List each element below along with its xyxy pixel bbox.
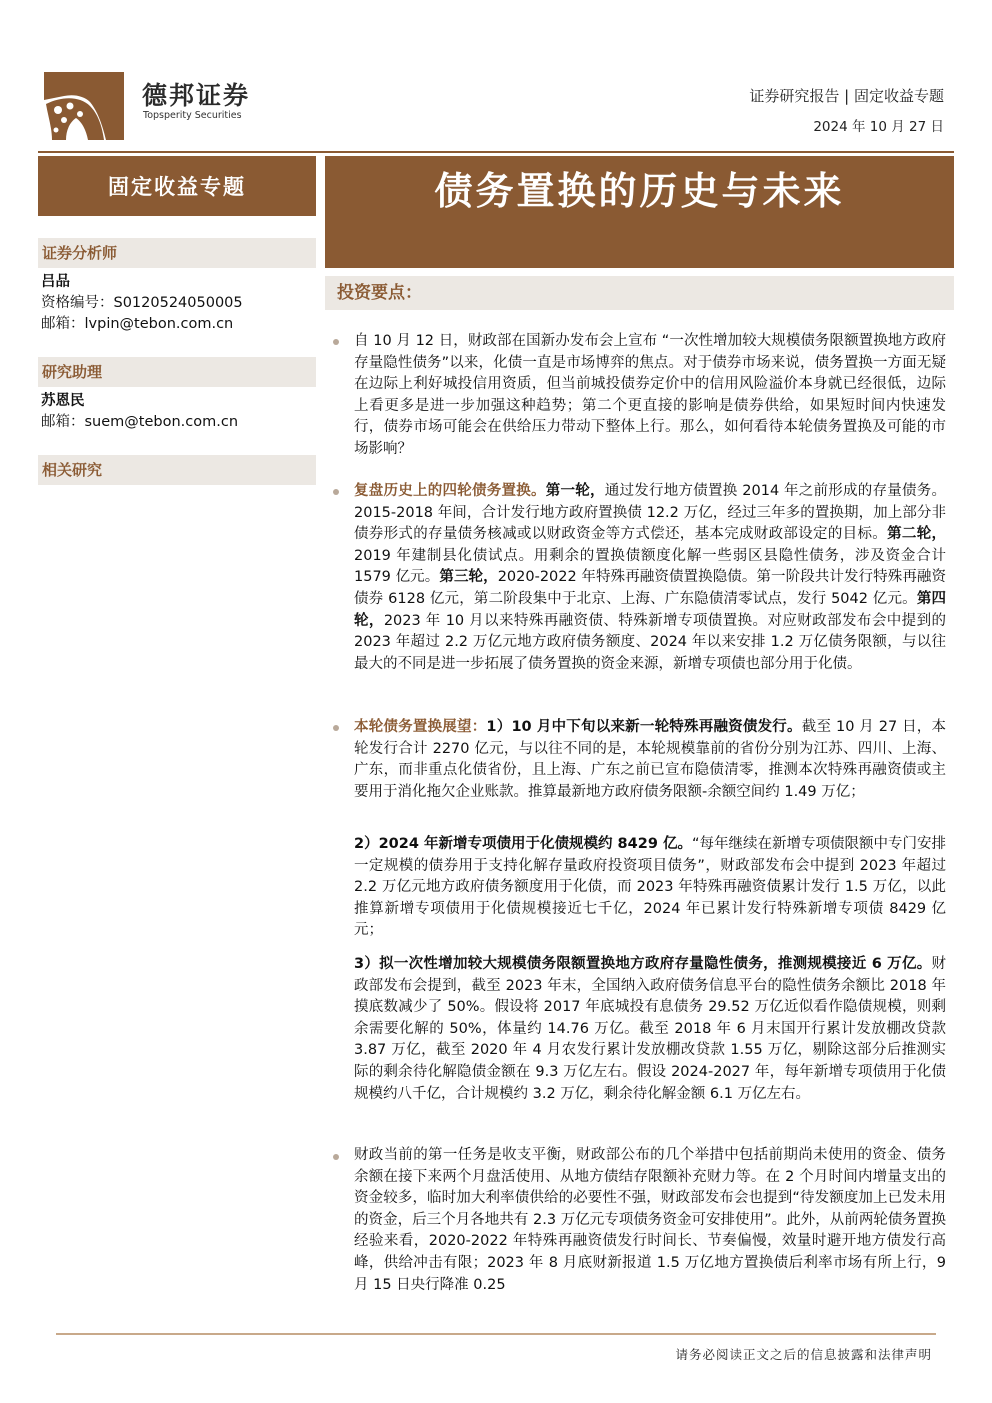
title-banner: [325, 156, 954, 268]
paragraph-outlook-3: [354, 954, 946, 1105]
bullet-icon: [333, 1154, 339, 1160]
analyst-email[interactable]: 邮箱：lvpin@tebon.com.cn: [41, 316, 234, 332]
analyst-cert: 资格编号：S0120524050005: [41, 295, 243, 311]
outlook-item1-label: 1）10 月中下旬以来新一轮特殊再融资债发行。: [486, 719, 802, 735]
paragraph-fiscal: 财政当前的第一任务是收支平衡，财政部公布的几个举措中包括前期尚未使用的资金、债务余额在接下来两个月盘活使用、从地方债结存限额补充财力等。在 2 个月时间内增量支出的资金较多，临时加大利率债供给的必要性不强，财政部发布会也提到“待发额度加上已发未用的资金，后三个月各地共有 2.3 万亿元专项债务资金可安排使用”。此外，从前两轮债务置换经验来看，2020-2022 年特殊再融资债发行时间长、节奏偏慢，效量时避开地方债发行高峰，供给冲击有限；2023 年 8 月底财新报道 1.5 万亿地方置换债后利率市场有所上行，9 月 15 日央行降准 0.25: [354, 1147, 946, 1293]
investment-points-heading: 投资要点：: [337, 283, 422, 303]
round2-label: 第二轮，: [887, 526, 947, 543]
report-type: 证券研究报告 | 固定收益专题: [749, 87, 944, 105]
history-lead: 复盘历史上的四轮债务置换。: [354, 483, 546, 499]
round3-label: 第三轮，: [439, 569, 498, 586]
brand-name-en: Topsperity Securities: [143, 110, 242, 121]
category-banner: 固定收益专题: [38, 156, 316, 216]
outlook-item2-text: “每年继续在新增专项债限额中专门安排一定规模的债券用于支持化解存量政府投资项目债务”，财政部发布会中提到 2023 年超过 2.2 万亿元地方政府债务额度用于化债，而 2023 年特殊再融资债累计发行 1.5 万亿，以此推算新增专项债用于化债规模接近七千亿，2024 年已累计发行特殊新增专项债 8429 亿元；: [354, 836, 946, 939]
outlook-item3-text: 财政部发布会提到，截至 2023 年末，全国纳入政府债务信息平台的隐性债务余额比 2018 年摸底数减少了 50%。假设将 2017 年底城投有息债务 29.52 万亿近似看作隐债规模，则剩余需要化解的 50%，体量约 14.76 万亿。截至 2018 年 6 月末国开行累计发放棚改贷款 3.87 万亿，截至 2020 年 4 月农发行累计发放棚改贷款 1.55 万亿，剔除这部分后推测实际的剩余待化解隐债金额在 9.3 万亿左右。假设 2024-2027 年，每年新增专项债用于化债规模约八千亿，合计规模约 3.2 万亿，剩余待化解金额 6.1 万亿左右。: [354, 956, 946, 1102]
outlook-item1-text: 截至 10 月 27 日，本轮发行合计 2270 亿元，与以往不同的是，本轮规模靠前的省份分别为江苏、四川、上海、广东，而非重点化债省份，且上海、广东之前已宣布隐债清零，推测本次特殊再融资债或主要用于消化拖欠企业账款。推算最新地方政府债务限额-余额空间约 1.49 万亿；: [354, 719, 946, 800]
paragraph-intro: 自 10 月 12 日，财政部在国新办发布会上宣布 “一次性增加较大规模债务限额置换地方政府存量隐性债务”以来，化债一直是市场博弈的焦点。对于债券市场来说，债务置换一方面无疑在边际上利好城投信用资质，但当前城投债券定价中的信用风险溢价本身就已经很低，边际上看更多是进一步加强这种趋势；第二个更直接的影响是债券供给，如果短时间内快速发行，债券市场可能会在供给压力带动下整体上行。那么，如何看待本轮债务置换及可能的市场影响？: [354, 333, 946, 457]
round1-text: 通过发行地方债置换 2014 年之前形成的存量债务。2015-2018 年间，合计发行地方政府置换债 12.2 万亿，经过三年多的置换期，加上部分非债券形式的存量债务核减或以财政资金等方式偿还，基本完成财政部设定的目标。: [354, 483, 947, 543]
related-research-heading: 相关研究: [38, 455, 316, 485]
bullet-icon: [333, 489, 339, 495]
outlook-item2-label: 2）2024 年新增专项债用于化债规模约 8429 亿。: [354, 836, 692, 852]
bullet-icon: [333, 725, 339, 731]
round2-text: 2019 年建制县化债试点。用剩余的置换债额度化解一些弱区县隐性债务，涉及资金合计 1579 亿元。: [354, 547, 946, 586]
assistant-heading: 研究助理: [38, 357, 316, 387]
round3-text: 2020-2022 年特殊再融资债置换隐债。第一阶段共计发行特殊再融资债券 6128 亿元，第二阶段集中于北京、上海、广东隐债清零试点，发行 5042 亿元。: [354, 569, 946, 607]
outlook-lead: 本轮债务置换展望：: [354, 719, 487, 735]
paragraph-outlook-2: [354, 834, 946, 942]
company-logo: [44, 72, 124, 140]
header-divider: [38, 151, 954, 153]
report-title: 债务置换的历史与未来: [434, 168, 845, 213]
assistant-name: 苏恩民: [41, 393, 85, 409]
investment-points-bar: [325, 276, 954, 310]
paragraph-outlook-1: [354, 717, 946, 803]
assistant-email[interactable]: 邮箱：suem@tebon.com.cn: [41, 414, 239, 430]
analyst-heading: 证券分析师: [38, 238, 316, 268]
bullet-icon: [333, 339, 339, 345]
outlook-item3-label: 3）拟一次性增加较大规模债务限额置换地方政府存量隐性债务，推测规模接近 6 万亿。: [354, 956, 932, 972]
paragraph-history: [354, 481, 946, 675]
analyst-name: 吕品: [41, 274, 70, 290]
report-date: 2024 年 10 月 27 日: [813, 119, 944, 135]
round4-text: 2023 年 10 月以来特殊再融资债、特殊新增专项债置换。对应财政部发布会中提到的 2023 年超过 2.2 万亿元地方政府债务额度、2024 年以来安排 1.2 万亿债务限额，与以往最大的不同是进一步拓展了债务置换的资金来源，新增专项债也部分用于化债。: [354, 612, 946, 672]
round1-label: 第一轮，: [545, 483, 605, 499]
round4-label: 第四轮，: [354, 590, 946, 629]
footer-divider: [56, 1333, 936, 1335]
disclaimer-note: 请务必阅读正文之后的信息披露和法律声明: [675, 1347, 932, 1362]
brand-name-cn: 德邦证券: [142, 81, 251, 110]
